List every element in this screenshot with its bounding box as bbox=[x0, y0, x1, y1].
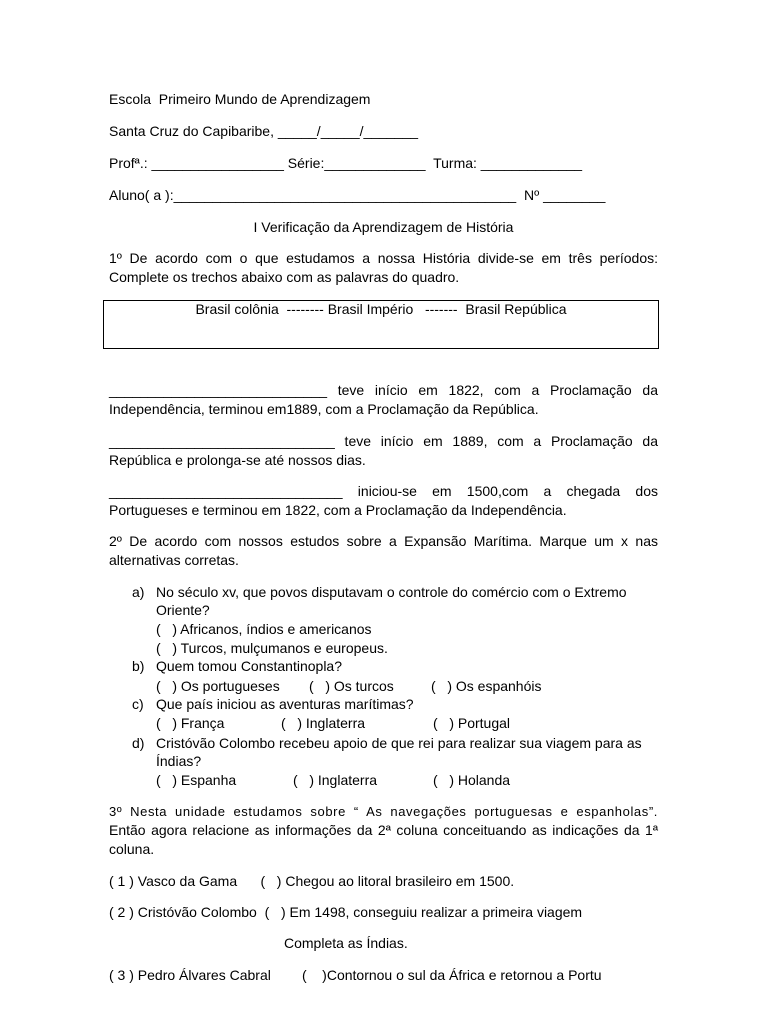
q3-row-2: ( 2 ) Cristóvão Colombo ( ) Em 1498, conseguiu realizar a primeira viagem bbox=[109, 904, 583, 920]
q1-item2-line2: República e prolonga-se até nossos dias. bbox=[109, 452, 366, 468]
q2-a-question-line2: Oriente? bbox=[156, 602, 210, 618]
q3-row-1: ( 1 ) Vasco da Gama ( ) Chegou ao litoral brasileiro em 1500. bbox=[109, 873, 515, 889]
q2-d-option3[interactable]: ( ) Holanda bbox=[433, 772, 511, 788]
q2-b-option2[interactable]: ( ) Os turcos bbox=[309, 678, 394, 694]
q2-b-label: b) bbox=[132, 658, 145, 674]
q2-item-b bbox=[132, 657, 660, 675]
q2-item-d bbox=[132, 734, 660, 772]
q2-c-label: c) bbox=[132, 696, 144, 712]
q1-item3-line2: Portugueses e terminou em 1822, com a Proclamação da Independência. bbox=[109, 502, 567, 518]
q2-d-question-line2: Índias? bbox=[156, 753, 202, 769]
q2-a-option2[interactable]: ( ) Turcos, mulçumanos e europeus. bbox=[156, 640, 388, 656]
q3-statement-line2: Então agora relacione as informações da 2ª coluna conceituando as indicações da 1ª bbox=[109, 822, 658, 838]
q2-a-option1[interactable]: ( ) Africanos, índios e americanos bbox=[156, 621, 372, 637]
q3-row-2-continuation: Completa as Índias. bbox=[284, 935, 408, 951]
q2-a-label: a) bbox=[132, 584, 145, 600]
q2-b-option3[interactable]: ( ) Os espanhóis bbox=[431, 678, 542, 694]
q3-statement-line1: 3º Nesta unidade estudamos sobre “ As navegações portuguesas e espanholas”. bbox=[109, 804, 658, 819]
city-date-line: Santa Cruz do Capibaribe, _____/_____/_______ bbox=[109, 123, 419, 139]
q2-d-option1[interactable]: ( ) Espanha bbox=[156, 772, 237, 788]
q2-statement-line2: alternativas corretas. bbox=[109, 552, 239, 568]
word-box-text: Brasil colônia -------- Brasil Império ------- Brasil República bbox=[195, 301, 567, 317]
q2-d-question bbox=[156, 734, 660, 770]
q2-item-a bbox=[132, 583, 660, 621]
q2-b-option1[interactable]: ( ) Os portugueses bbox=[156, 678, 280, 694]
q2-c-option2[interactable]: ( ) Inglaterra bbox=[281, 715, 366, 731]
q2-statement-line1: 2º De acordo com nossos estudos sobre a Expansão Marítima. Marque um x nas bbox=[109, 533, 658, 549]
q2-c-question: Que país iniciou as aventuras marítimas? bbox=[156, 696, 414, 712]
q1-statement-line2: Complete os trechos abaixo com as palavras do quadro. bbox=[109, 269, 460, 285]
q2-c-option3[interactable]: ( ) Portugal bbox=[433, 715, 511, 731]
student-line: Aluno( a ):____________________________________________ Nº ________ bbox=[109, 187, 606, 203]
q1-item2-line1: _____________________________ teve início em 1889, com a Proclamação da bbox=[109, 433, 658, 449]
q2-d-question-line1: Cristóvão Colombo recebeu apoio de que rei para realizar sua viagem para as bbox=[156, 735, 642, 751]
q1-item1-line1: ____________________________ teve início em 1822, com a Proclamação da bbox=[109, 382, 658, 398]
q2-d-option2[interactable]: ( ) Inglaterra bbox=[293, 772, 378, 788]
q1-item1-line2: Independência, terminou em1889, com a Proclamação da República. bbox=[109, 401, 539, 417]
q3-row-3: ( 3 ) Pedro Álvares Cabral ( )Contornou o sul da África e retornou a Portu bbox=[109, 967, 602, 983]
q2-a-question bbox=[156, 583, 660, 619]
q2-a-question-line1: No século xv, que povos disputavam o controle do comércio com o Extremo bbox=[156, 584, 627, 600]
q2-b-question: Quem tomou Constantinopla? bbox=[156, 658, 342, 674]
q2-c-option1[interactable]: ( ) França bbox=[156, 715, 225, 731]
teacher-line: Profª.: _________________ Série:_____________ Turma: _____________ bbox=[109, 155, 583, 171]
page-title: I Verificação da Aprendizagem de História bbox=[253, 219, 514, 235]
q3-statement-line3: coluna. bbox=[109, 841, 155, 857]
q2-d-label: d) bbox=[132, 735, 145, 751]
q1-item3-line1: ______________________________ iniciou-se em 1500,com a chegada dos bbox=[109, 483, 658, 499]
school-name: Escola Primeiro Mundo de Aprendizagem bbox=[109, 91, 371, 107]
q2-item-c bbox=[132, 695, 660, 713]
word-box bbox=[103, 300, 659, 349]
q1-statement-line1: 1º De acordo com o que estudamos a nossa História divide-se em três períodos: bbox=[109, 250, 658, 266]
